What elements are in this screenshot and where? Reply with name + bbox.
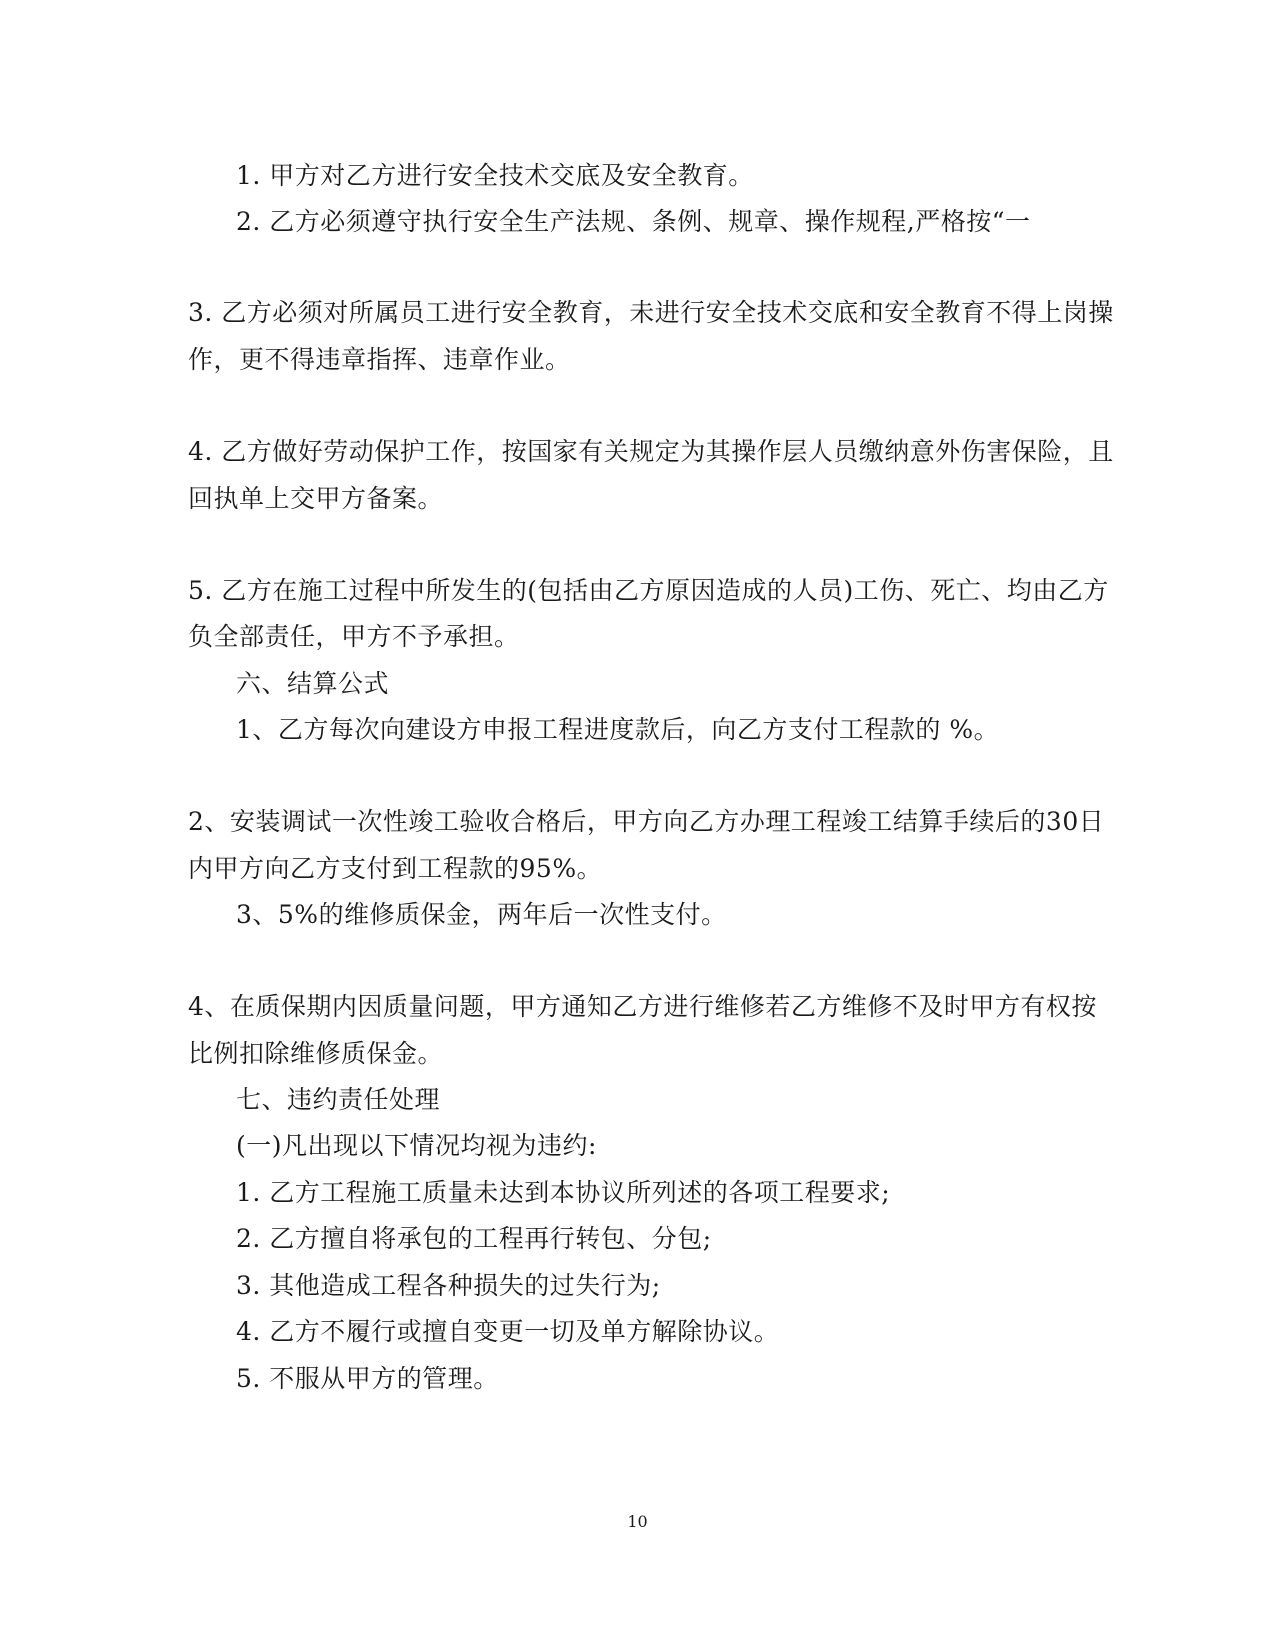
paragraph-line: 内甲方向乙方支付到工程款的95%。 [188, 854, 603, 883]
list-item: 4. 乙方不履行或擅自变更一切及单方解除协议。 [236, 1317, 780, 1346]
paragraph-line: 3. 乙方必须对所属员工进行安全教育，未进行安全技术交底和安全教育不得上岗操 [188, 298, 1114, 327]
section-heading: 六、结算公式 [236, 669, 390, 698]
list-item: 5. 不服从甲方的管理。 [236, 1364, 499, 1393]
paragraph-line: 2. 乙方必须遵守执行安全生产法规、条例、规章、操作规程,严格按“一 [236, 207, 1031, 236]
paragraph-line: 2、安装调试一次性竣工验收合格后，甲方向乙方办理工程竣工结算手续后的30日 [188, 807, 1105, 836]
paragraph-line: (一)凡出现以下情况均视为违约: [236, 1131, 597, 1160]
paragraph-line: 4. 乙方做好劳动保护工作，按国家有关规定为其操作层人员缴纳意外伤害保险，且 [188, 437, 1114, 466]
list-item: 3. 其他造成工程各种损失的过失行为; [236, 1271, 661, 1300]
paragraph-line: 负全部责任，甲方不予承担。 [188, 622, 520, 651]
paragraph-line: 回执单上交甲方备案。 [188, 484, 444, 513]
paragraph-line: 1. 甲方对乙方进行安全技术交底及安全教育。 [236, 161, 754, 190]
section-heading: 七、违约责任处理 [236, 1085, 441, 1114]
page-number: 10 [627, 1512, 648, 1531]
paragraph-line: 4、在质保期内因质量问题，甲方通知乙方进行维修若乙方维修不及时甲方有权按 [188, 992, 1097, 1021]
paragraph-line: 5. 乙方在施工过程中所发生的(包括由乙方原因造成的人员)工伤、死亡、均由乙方 [188, 576, 1109, 605]
paragraph-line: 比例扣除维修质保金。 [188, 1039, 444, 1068]
paragraph-line: 3、5%的维修质保金，两年后一次性支付。 [236, 900, 727, 929]
list-item: 2. 乙方擅自将承包的工程再行转包、分包; [236, 1224, 712, 1253]
paragraph-line: 1、乙方每次向建设方申报工程进度款后，向乙方支付工程款的 %。 [236, 715, 1000, 744]
list-item: 1. 乙方工程施工质量未达到本协议所列述的各项工程要求; [236, 1178, 891, 1207]
paragraph-line: 作，更不得违章指挥、违章作业。 [188, 345, 571, 374]
